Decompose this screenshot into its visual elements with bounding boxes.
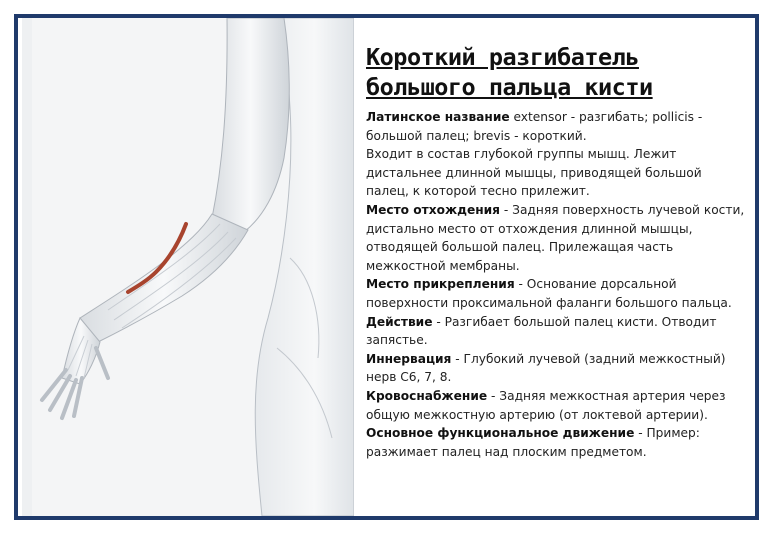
section-text: - Разгибает большой палец кисти. Отводит запястье.: [366, 314, 717, 348]
section-innervation: [366, 350, 746, 387]
section-blood-supply: [366, 387, 746, 424]
arm-anatomy-illustration: [22, 18, 354, 516]
section-insertion: [366, 275, 746, 312]
description: [366, 108, 746, 461]
section-intro: [366, 145, 746, 201]
slide-frame: [14, 14, 759, 520]
section-text: extensor - разгибать; pollicis - большой палец; brevis - короткий.: [366, 110, 703, 143]
section-label: Латинское название: [366, 110, 510, 124]
section-label: Кровоснабжение: [366, 388, 488, 403]
section-text: - Задняя поверхность лучевой кости, дистально место от отхождения длинной мышцы, отводящей большой палец. Прилежащая часть межкостной мембраны.: [366, 202, 745, 273]
section-text: - Глубокий лучевой (задний межкостный) нерв С6, 7, 8.: [366, 351, 726, 385]
section-text: - Пример: разжимает палец над плоским предметом.: [366, 426, 700, 459]
section-label: Иннервация: [366, 351, 452, 366]
section-label: Действие: [366, 314, 433, 329]
section-action: [366, 313, 746, 350]
section-label: Место отхождения: [366, 202, 500, 217]
slide-title: Короткий разгибатель большого пальца кисти: [366, 43, 653, 101]
section-text: Входит в состав глубокой группы мышц. Лежит дистальнее длинной мышцы, приводящей большой палец, к которой тесно прилежит.: [366, 147, 702, 199]
text-column: [366, 42, 746, 461]
section-text: - Основание дорсальной поверхности проксимальной фаланги большого пальца.: [366, 277, 732, 310]
section-text: - Задняя межкостная артерия через общую межкостную артерию (от локтевой артерии).: [366, 388, 726, 422]
section-origin: [366, 201, 746, 275]
section-functional-movement: [366, 424, 746, 461]
section-label: Место прикрепления: [366, 277, 515, 292]
arm-anatomy-figure: [22, 18, 354, 516]
section-label: Основное функциональное движение: [366, 426, 635, 441]
section-latin-name: [366, 108, 746, 145]
